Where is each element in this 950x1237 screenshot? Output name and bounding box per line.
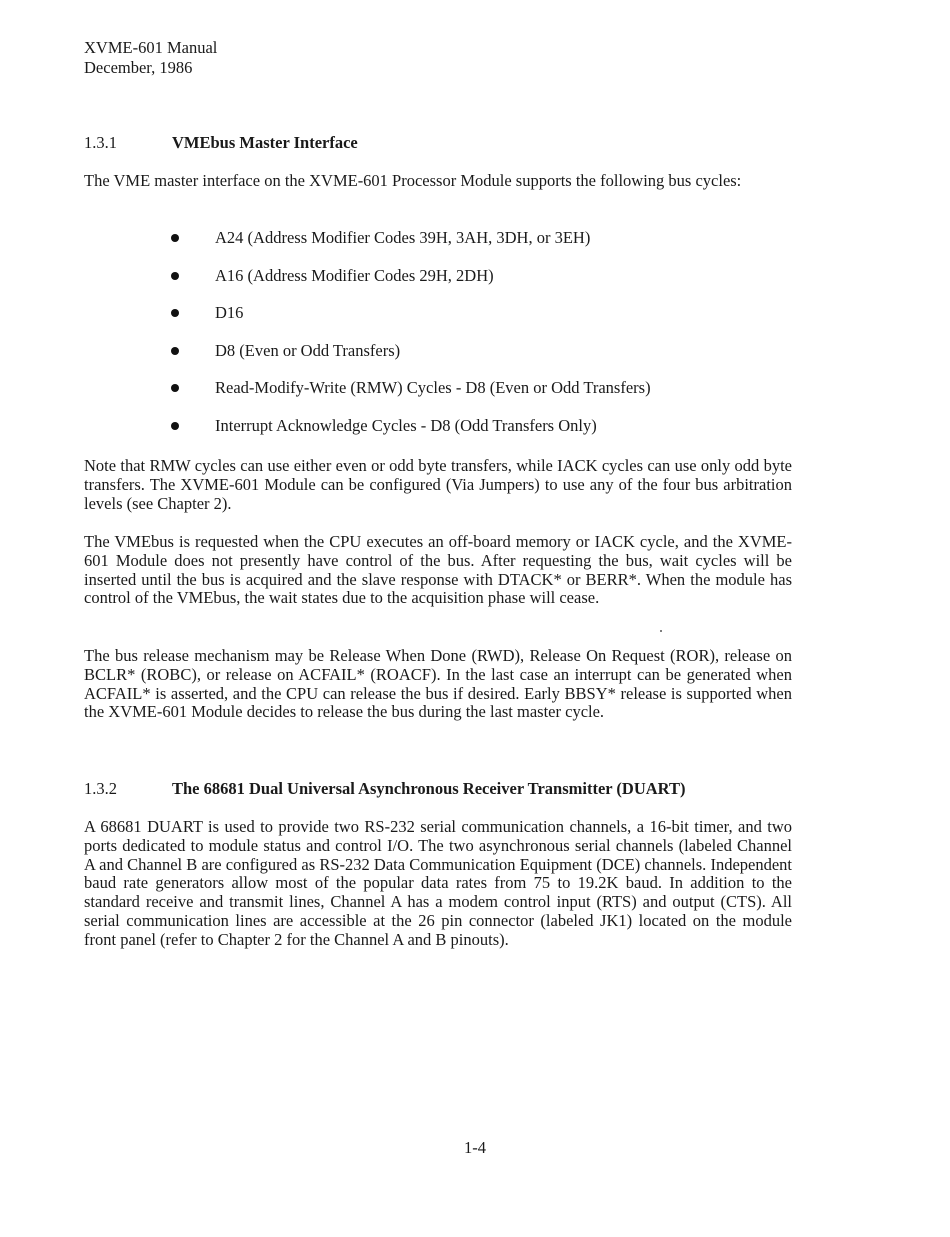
list-item-text: D8 (Even or Odd Transfers)	[215, 340, 401, 360]
page-header	[84, 38, 217, 78]
intro-paragraph: The VME master interface on the XVME-601 Processor Module supports the following bus cycles:	[84, 171, 742, 190]
section-title: VMEbus Master Interface	[172, 133, 358, 152]
bullet-icon	[171, 309, 179, 317]
page-number: 1-4	[464, 1138, 486, 1157]
section-heading-1-3-2	[84, 779, 804, 799]
duart-paragraph: A 68681 DUART is used to provide two RS-232 serial communication channels, a 16-bit timer, and two ports dedicated to module status and control I/O. The two asynchronous serial channels (labeled Channel A and Channel B are configured as RS-232 Data Communication Equipment (DCE) channels. Independent baud rate generators allow most of the popular data rates from 75 to 19.2K baud. In addition to the standard receive and transmit lines, Channel A has a modem control input (RTS) and output (CTS). All serial communication lines are accessible at the 26 pin connector (labeled JK1) located on the module front panel (refer to Chapter 2 for the Channel A and B pinouts).	[84, 817, 792, 949]
list-item-text: A24 (Address Modifier Codes 39H, 3AH, 3DH, or 3EH)	[215, 228, 591, 247]
section-title: The 68681 Dual Universal Asynchronous Receiver Transmitter (DUART)	[172, 779, 686, 798]
bullet-icon	[171, 234, 179, 242]
rmw-note-paragraph: Note that RMW cycles can use either even or odd byte transfers, while IACK cycles can use only odd byte transfers. The XVME-601 Module can be configured (Via Jumpers) to use any of the four bus arbitration levels (see Chapter 2).	[84, 456, 792, 513]
list-item	[84, 341, 792, 379]
list-item	[84, 266, 792, 304]
bullet-icon	[171, 347, 179, 355]
list-item	[84, 303, 792, 341]
list-item	[84, 378, 792, 416]
manual-date: December, 1986	[84, 58, 193, 77]
bus-request-paragraph: The VMEbus is requested when the CPU executes an off-board memory or IACK cycle, and the XVME-601 Module does not presently have control of the bus. After requesting the bus, wait cycles will be inserted until the bus is acquired and the slave response with DTACK* or BERR*. When the module has control of the VMEbus, the wait states due to the acquisition phase will cease.	[84, 532, 792, 608]
scan-speck	[660, 630, 662, 632]
manual-title: XVME-601 Manual	[84, 38, 218, 57]
list-item-text: Interrupt Acknowledge Cycles - D8 (Odd Transfers Only)	[215, 415, 597, 435]
list-item-text: A16 (Address Modifier Codes 29H, 2DH)	[215, 265, 494, 285]
list-item-text: Read-Modify-Write (RMW) Cycles - D8 (Even or Odd Transfers)	[215, 378, 651, 398]
list-item	[84, 228, 792, 266]
section-number: 1.3.2	[84, 779, 117, 798]
bullet-icon	[171, 272, 179, 280]
bus-release-paragraph: The bus release mechanism may be Release When Done (RWD), Release On Request (ROR), release on BCLR* (ROBC), or release on ACFAIL* (ROACF). In the last case an interrupt can be generated when ACFAIL* is asserted, and the CPU can release the bus if desired. Early BBSY* release is supported when the XVME-601 Module decides to release the bus during the last master cycle.	[84, 646, 792, 722]
list-item	[84, 416, 792, 454]
bullet-icon	[171, 422, 179, 430]
bus-cycle-list	[84, 228, 792, 454]
bullet-icon	[171, 384, 179, 392]
section-number: 1.3.1	[84, 133, 117, 152]
section-heading-1-3-1	[84, 133, 804, 153]
list-item-text: D16	[215, 303, 244, 323]
